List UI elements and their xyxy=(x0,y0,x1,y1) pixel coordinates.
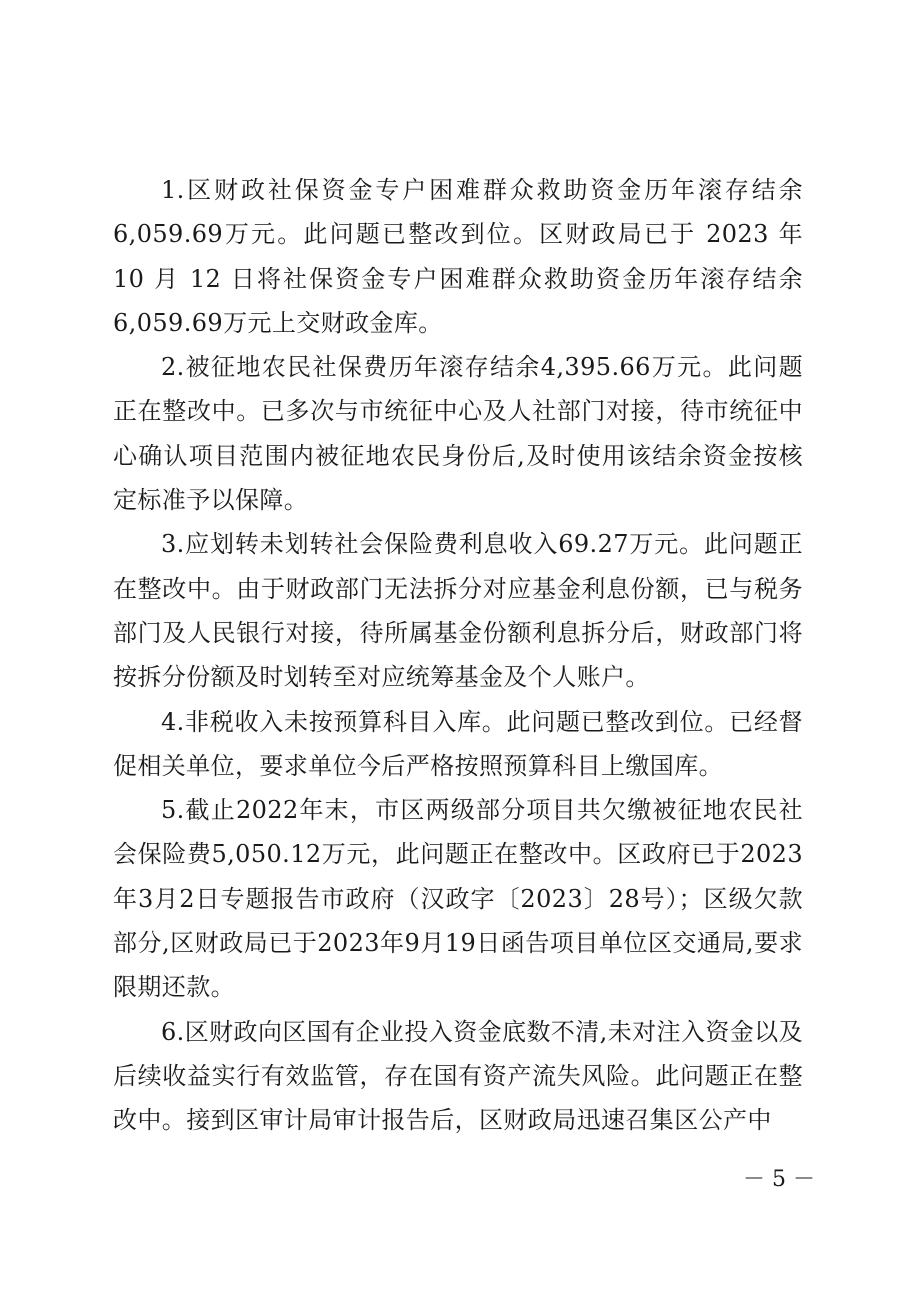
paragraph-2: 2.被征地农民社保费历年滚存结余4,395.66万元。此问题正在整改中。已多次与市统征中心及人社部门对接，待市统征中心确认项目范围内被征地农民身份后,及时使用该结余资金按核定标准予以保障。 xyxy=(113,353,803,515)
paragraph-1: 1.区财政社保资金专户困难群众救助资金历年滚存结余6,059.69万元。此问题已整改到位。区财政局已于 2023 年 10 月 12 日将社保资金专户困难群众救助资金历年滚存结余6,059.69万元上交财政金库。 xyxy=(113,176,803,337)
paragraph-6: 6.区财政向区国有企业投入资金底数不清,未对注入资金以及后续收益实行有效监管，存在国有资产流失风险。此问题正在整改中。接到区审计局审计报告后，区财政局迅速召集区公产中 xyxy=(113,1017,803,1135)
paragraph-3: 3.应划转未划转社会保险费利息收入69.27万元。此问题正在整改中。由于财政部门无法拆分对应基金利息份额，已与税务部门及人民银行对接，待所属基金份额利息拆分后，财政部门将按拆分份额及时划转至对应统筹基金及个人账户。 xyxy=(113,530,803,692)
paragraph-5: 5.截止2022年末，市区两级部分项目共欠缴被征地农民社会保险费5,050.12万元，此问题正在整改中。区政府已于2023年3月2日专题报告市政府（汉政字〔2023〕28号）；区级欠款部分,区财政局已于2023年9月19日函告项目单位区交通局,要求限期还款。 xyxy=(113,796,803,1002)
paragraph-4: 4.非税收入未按预算科目入库。此问题已整改到位。已经督促相关单位，要求单位今后严格按照预算科目上缴国库。 xyxy=(113,707,803,780)
page-number: － 5 － xyxy=(743,1167,815,1192)
document-body xyxy=(113,168,803,1143)
